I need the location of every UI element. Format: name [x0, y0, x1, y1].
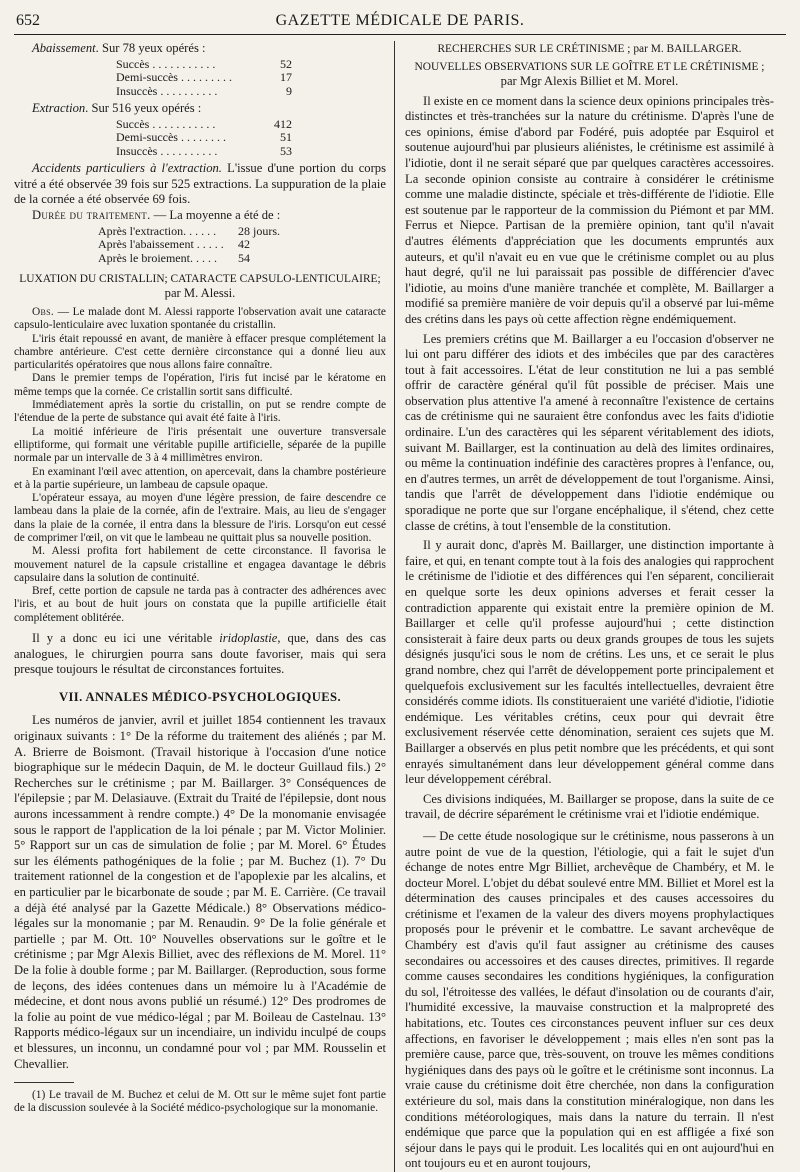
body-paragraph: Ces divisions indiquées, M. Baillarger se propose, dans la suite de ce travail, de décrire séparément le crétinisme vrai et l'idiotie endémique. — [405, 791, 774, 822]
obs-paragraph: Bref, cette portion de capsule ne tarda pas à contracter des adhérences avec l'iris, et au bout de huit jours on constata que la pupille artificielle était complétement oblitérée. — [14, 585, 386, 624]
stat-row: Demi-succès . . . . . . . . . 17 — [116, 70, 292, 85]
obs-paragraph: Immédiatement après la sortie du cristallin, on put se rendre compte de l'étendue de la perte de substance qui avait été faite à l'iris. — [14, 399, 386, 425]
extraction-line: Extraction. Sur 516 yeux opérés : — [32, 101, 202, 116]
stat-row: Insuccès . . . . . . . . . . 53 — [116, 143, 292, 158]
body-paragraph: Il existe en ce moment dans la science deux opinions principales très-distinctes et très-tranchées sur la nature du crétinisme. D'après l'une de ces opinions, émise d'abord par Fodéré, puis adoptée par Esquirol et soutenue aujourd'hui par plusieurs aliénistes, le crétinisme est assimilé à l'idiotie, dont il ne serait séparé que par quelques caractères accessoires. La seconde opinion consiste au contraire à considérer le crétinisme comme une maladie distincte, spéciale et très-différente de l'idiotie. Elle est soutenue par le rapporteur de la commission du Piémont et par MM. Ferrus et Niepce. Partisan de la première opinion, tant qu'il n'avait d'autres éléments d'appréciation que les documents empruntés aux auteurs, et qu'il n'avait eu en vue que le crétinisme complet ou au plus haut degré, qu'il ne lui paraissait pas possible de différencier d'avec l'idiotie, au moins d'une manière tranchée et complète, M. Baillarger a modifié sa première manière de voir depuis qu'il a observé par lui-même des crétins dans les pays où cette affection règne endémiquement. — [405, 93, 774, 326]
stat-row: Succès . . . . . . . . . . . 52 — [116, 56, 292, 71]
obs-paragraph: En examinant l'œil avec attention, on apercevait, dans la chambre postérieure et à la partie supérieure, un lambeau de capsule opaque. — [14, 465, 386, 491]
extraction-stats — [116, 118, 386, 159]
obs-paragraph: L'iris était repoussé en avant, de manière à effacer presque complétement la chambre antérieure. C'est cette dernière circonstance qui a donné lieu aux particularités opératoires que nous allons faire connaître. — [14, 332, 386, 372]
iridoplastie-paragraph: Il y a donc eu ici une véritable iridoplastie, que, dans des cas analogues, le chirurgien pourra sans doute favoriser, mais qui sera presque toujours le résultat de circonstances fortuites. — [14, 631, 386, 677]
right-column — [394, 41, 774, 1172]
body-paragraph: Les premiers crétins que M. Baillarger a eu l'occasion d'observer ne lui ont paru différer des idiots et des imbéciles que par des caractères tout à fait accessoires. L'état de leur constitution ne lui a pas semblé offrir de caractère général qu'il fût possible de préciser. Mais une observation plus attentive l'a amené à reconnaître l'existence de certains cas de crétinisme qui ne sauraient être confondus avec les faits d'idiotie ordinaire. L'un des caractères qui les séparent véritablement des idiots, suivant M. Baillarger, est la continuation au delà des limites ordinaires, ou même la continuation indéfinie des caractères propres à l'enfance, ou, en d'autres termes, un arrêt de développement de tout l'organisme. Ainsi, tandis que l'arrêt de développement dans l'idiotie endémique ou sporadique ne porte que sur l'organe encéphalique, il s'étend, chez cette classe de crétins, à tout l'ensemble de la constitution. — [405, 331, 774, 533]
obs-paragraph: La moitié inférieure de l'iris présentait une ouverture transversale elliptiforme, qui formait une véritable pupille artificielle, séparée de la pupille normale par un intervalle de 3 à 4 millimètres environ. — [14, 425, 386, 465]
footnote: (1) Le travail de M. Buchez et celui de M. Ott sur le même sujet font partie de la discussion soulevée à la Société médico-psychologique sur la monomanie. — [14, 1089, 386, 1115]
columns — [14, 41, 786, 1172]
body-paragraph: — De cette étude nosologique sur le crétinisme, nous passerons à un autre point de vue de la question, l'étiologie, qui a fait le sujet d'un échange de notes entre Mgr Billiet, archevêque de Chambéry, et M. le docteur Morel. L'objet du débat soulevé entre MM. Billiet et Morel est la détermination des causes principales et des causes accessoires du crétinisme et l'examen de la valeur des divers moyens prophylactiques proposés pour le prévenir et le combattre. Le savant archevêque de Chambéry est d'avis qu'il faut assigner au crétinisme des causes secondaires ou accessoires et des causes directes, primitives. Il regarde comme causes secondaires les conditions hygiéniques, la configuration du sol, l'étroitesse des vallées, le défaut d'insolation ou de courants d'air, l'humidité excessive, la mauvaise construction et la malpropreté des habitations, etc. Toutes ces circonstances peuvent influer sur ces deux affections, en favoriser le développement ; mais elles n'en sont pas la première cause, parce que, très-souvent, on trouve les mêmes conditions hygiéniques dans des pays où le goître et le crétinisme sont inconnus. La vraie cause du crétinisme doit être cherchée, non dans la configuration extérieure du sol, mais dans la constitution minéralogique, non dans les conditions météorologiques, mais dans la nature du terrain. Il n'est endémique que parce que la population qui en est affligée a fixé son séjour dans le pays qui le produit. Les localités qui en ont aujourd'hui en ont toujours eu et en auront toujours, — [405, 828, 774, 1171]
duration-row: Après l'abaissement . . . . . 42 — [98, 237, 250, 252]
stat-row: Demi-succès . . . . . . . . 51 — [116, 130, 292, 145]
duree-line: Durée du traitement. — La moyenne a été de : — [32, 207, 281, 222]
obs-paragraph: L'opérateur essaya, au moyen d'une légère pression, de faire descendre ce lambeau dans la plaie de la cornée, afin de l'extraire. Mais, au lieu de s'engager dans la plaie de la cornée, il entra dans la blessure de l'iris. Lorsqu'on eut cessé de comprimer l'œil, on vit que le lambeau ne quittait plus sa nouvelle position. — [14, 492, 386, 544]
stat-row: Insuccès . . . . . . . . . . 9 — [116, 83, 292, 98]
duration-row: Après l'extraction. . . . . . 28 jours. — [98, 223, 280, 238]
annales-paragraph: Les numéros de janvier, avril et juillet 1854 contiennent les travaux originaux suivants : 1° De la réforme du traitement des aliénés ; par M. A. Brierre de Boismont. (Travail historique à l'occasion d'une notice biographique sur le médecin Daquin, de M. le docteur Guillaud fils.) 2° Recherches sur le crétinisme ; par M. Baillarger. 3° Conséquences de l'épilepsie ; par M. Delasiauve. (Extrait du Traité de l'épilepsie, dont nous aurons incessamment à rendre compte.) 4° De la monomanie envisagée sous le rapport de l'application de la loi pénale ; par M. Victor Molinier. 5° Rapport sur un cas de simulation de folie ; par M. Morel. 6° Études sur les éléments pathogéniques de la folie ; par M. Buchez (1). 7° Du traitement rationnel de la congestion et de l'apoplexie par les alcalins, et en particulier par le bicarbonate de soude ; par M. E. Carrière. (Ce travail a déjà été analysé par la Gazette Médicale.) 8° Observations médico-légales sur la monomanie ; par M. Renaudin. 9° De la folie générale et partielle ; par M. Ott. 10° Nouvelles observations sur le goître et le crétinisme ; par Mgr Alexis Billiet, avec des réflexions de M. Morel. 11° De la folie à double forme ; par M. Baillarger. (Reproduction, sous forme de leçons, des idées contenues dans un mémoire lu à l'Académie de médecine, et dont nous avons publié un résumé.) 12° Des prodromes de la folie au point de vue médico-légal ; par M. Boileau de Castelnau. 13° Rapports médico-légaux sur un incendiaire, un individu inculpé de coups et blessures, un inconnu, un condamné pour vol ; par MM. Rousselin et Chevallier. — [14, 713, 386, 1071]
accidents-paragraph: Accidents particuliers à l'extraction. L'issue d'une portion du corps vitré a été observée 39 fois sur 525 extractions. La suppuration de la plaie de la cornée a été observée 69 fois. — [14, 161, 386, 207]
footnote-rule — [14, 1082, 74, 1083]
abaissement-line: Abaissement. Sur 78 yeux opérés : — [32, 41, 206, 55]
duree-table — [98, 225, 386, 266]
body-paragraph: Il y aurait donc, d'après M. Baillarger, une distinction importante à faire, et qui, en tenant compte tout à la fois des analogies qui rapprochent le crétinisme de l'idiotie et des différences qui l'en séparent, concilierait en quelque sorte les deux opinions adverses et ferait cesser la contradiction apparente qui existait entre la première opinion de M. Baillarger et celle qu'il professe aujourd'hui ; cette distinction consisterait à faire deux parts ou deux grands groupes de tous les sujets désignés jusqu'ici sous le nom de crétins. Les uns, et ce serait le plus grand nombre, chez qui l'arrêt de développement porte principalement et quelquefois exclusivement sur les facultés intellectuelles, devraient être considérés comme idiots. Ils constitueraient une variété d'idiotie, l'idiotie endémique. Les véritables crétins, ceux pour qui devrait être exclusivement réservée cette dénomination, seraient ces sujets que M. Baillarger a observés en plus petit nombre que les précédents, et qui sont enrayés simultanément dans leur développement général comme dans leur développement cérébral. — [405, 538, 774, 787]
left-column — [14, 41, 394, 1172]
right-heading-2: NOUVELLES OBSERVATIONS SUR LE GOÎTRE ET LE CRÉTINISME ; — [414, 60, 765, 73]
abaissement-label: Abaissement — [32, 41, 96, 55]
obs-paragraph: Dans le premier temps de l'opération, l'iris fut incisé par le kératome en même temps que la cornée. Ce cristallin sortit sans difficulté. — [14, 372, 386, 398]
running-title: GAZETTE MÉDICALE DE PARIS. — [275, 12, 525, 29]
extraction-label: Extraction — [32, 101, 86, 116]
duration-row: Après le broiement. . . . . 54 — [98, 250, 250, 265]
obs-paragraph: M. Alessi profita fort habilement de cette circonstance. Il favorisa le mouvement naturel de la capsule cristalline et engagea davantage le débris capsulaire dans la solution de continuité. — [14, 545, 386, 584]
obs-paragraph: Obs. — Le malade dont M. Alessi rapporte l'observation avait une cataracte capsulo-lenticulaire avec luxation spontanée du cristallin. — [14, 305, 386, 332]
luxation-author: par M. Alessi. — [164, 286, 236, 301]
luxation-title: LUXATION DU CRISTALLIN; CATARACTE CAPSULO-LENTICULAIRE; — [19, 273, 381, 286]
stat-row: Succès . . . . . . . . . . . 412 — [116, 116, 292, 131]
page-number: 652 — [16, 12, 40, 29]
page-header — [14, 6, 786, 35]
right-heading-1: RECHERCHES SUR LE CRÉTINISME ; par M. BAILLARGER. — [437, 43, 742, 55]
abaissement-stats — [116, 58, 386, 99]
section-title: VII. ANNALES MÉDICO-PSYCHOLOGIQUES. — [58, 689, 341, 704]
observation-block — [14, 306, 386, 625]
right-heading-3: par Mgr Alexis Billiet et M. Morel. — [500, 74, 679, 88]
